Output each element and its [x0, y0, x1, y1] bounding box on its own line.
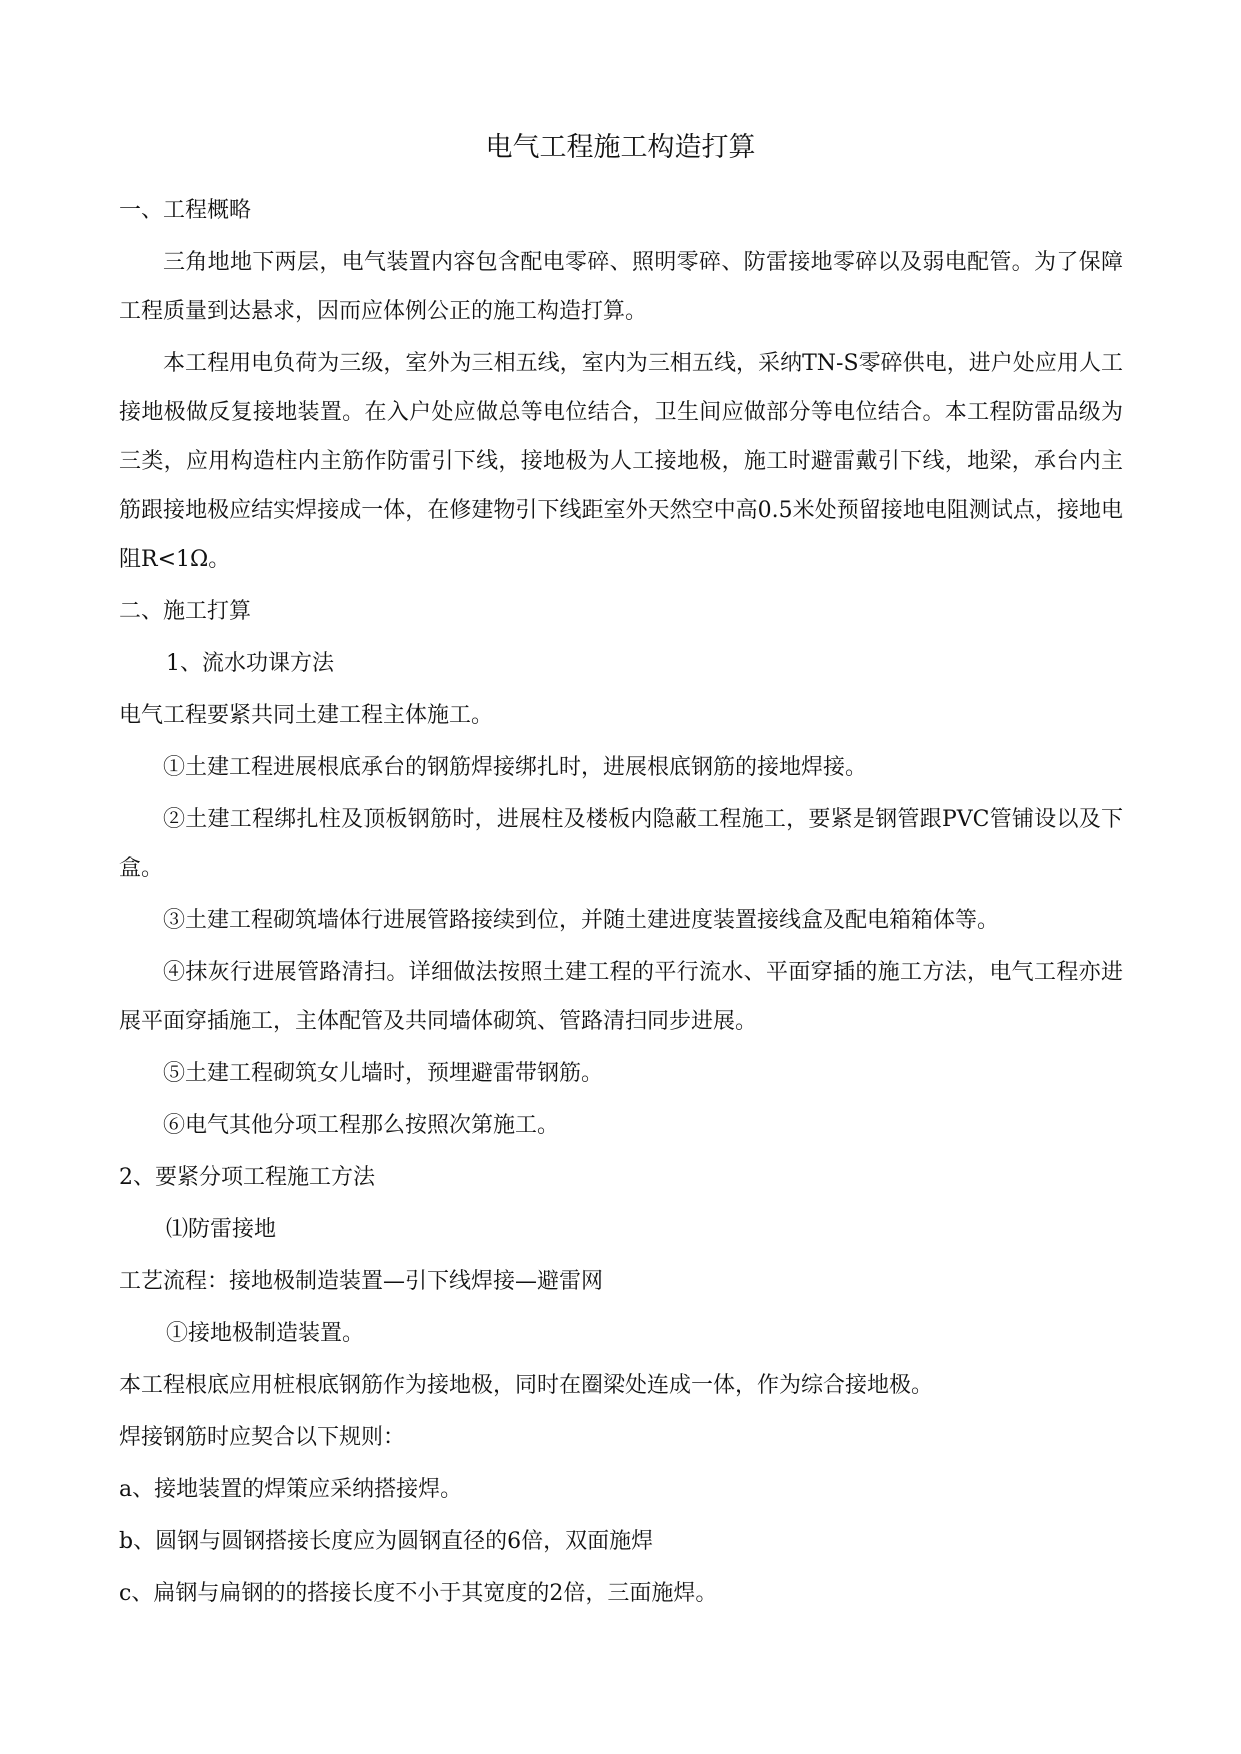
list-item-rule-a: a、接地装置的焊策应采纳搭接焊。 [119, 1477, 463, 1502]
paragraph-overview-scope: 三角地地下两层，电气装置内容包含配电零碎、照明零碎、防雷接地零碎以及弱电配管。为了保障工程质量到达悬求，因而应体例公正的施工构造打算。 [119, 250, 1123, 324]
subsection-heading-flow: 1、流水功课方法 [166, 651, 334, 676]
paragraph-process-flow: 工艺流程：接地极制造装置—引下线焊接—避雷网 [119, 1269, 604, 1294]
list-item-step-5: ⑤土建工程砌筑女儿墙时，预埋避雷带钢筋。 [163, 1061, 604, 1086]
list-item-step-4: ④抹灰行进展管路清扫。详细做法按照土建工程的平行流水、平面穿插的施工方法，电气工程亦进展平面穿插施工，主体配管及共同墙体砌筑、管路清扫同步进展。 [119, 960, 1123, 1034]
document-body [119, 186, 1123, 1621]
paragraph-welding-rules: 焊接钢筋时应契合以下规则： [119, 1425, 406, 1450]
list-item-step-2: ②土建工程绑扎柱及顶板钢筋时，进展柱及楼板内隐蔽工程施工，要紧是钢管跟PVC管铺设以及下盒。 [119, 807, 1123, 881]
paragraph-overview-power: 本工程用电负荷为三级，室外为三相五线，室内为三相五线，采纳TN-S零碎供电，进户处应用人工接地极做反复接地装置。在入户处应做总等电位结合，卫生间应做部分等电位结合。本工程防雷品级为三类，应用构造柱内主筋作防雷引下线，接地极为人工接地极，施工时避雷戴引下线，地梁，承台内主筋跟接地极应结实焊接成一体，在修建物引下线距室外天然空中高0.5米处预留接地电阻测试点，接地电阻R<1Ω。 [119, 351, 1123, 572]
list-item-rule-c: c、扁钢与扁钢的的搭接长度不小于其宽度的2倍，三面施焊。 [119, 1581, 718, 1606]
list-item-ground-electrode: ①接地极制造装置。 [166, 1321, 365, 1346]
list-item-step-3: ③土建工程砌筑墙体行进展管路接续到位，并随土建进度装置接线盒及配电箱箱体等。 [163, 908, 1000, 933]
section-heading-plan: 二、施工打算 [119, 599, 252, 624]
subsection-heading-methods: 2、要紧分项工程施工方法 [119, 1165, 375, 1190]
list-item-rule-b: b、圆钢与圆钢搭接长度应为圆钢直径的6倍，双面施焊 [119, 1529, 654, 1554]
list-item-step-6: ⑥电气其他分项工程那么按照次第施工。 [163, 1113, 560, 1138]
list-item-step-1: ①土建工程进展根底承台的钢筋焊接绑扎时，进展根底钢筋的接地焊接。 [163, 755, 868, 780]
subsection-heading-lightning: ⑴防雷接地 [166, 1217, 277, 1242]
paragraph-flow-intro: 电气工程要紧共同土建工程主体施工。 [119, 703, 494, 728]
section-heading-overview: 一、工程概略 [119, 198, 252, 223]
document-title: 电气工程施工构造打算 [485, 132, 756, 163]
paragraph-ground-electrode: 本工程根底应用桩根底钢筋作为接地极，同时在圈梁处连成一体，作为综合接地极。 [119, 1373, 934, 1398]
